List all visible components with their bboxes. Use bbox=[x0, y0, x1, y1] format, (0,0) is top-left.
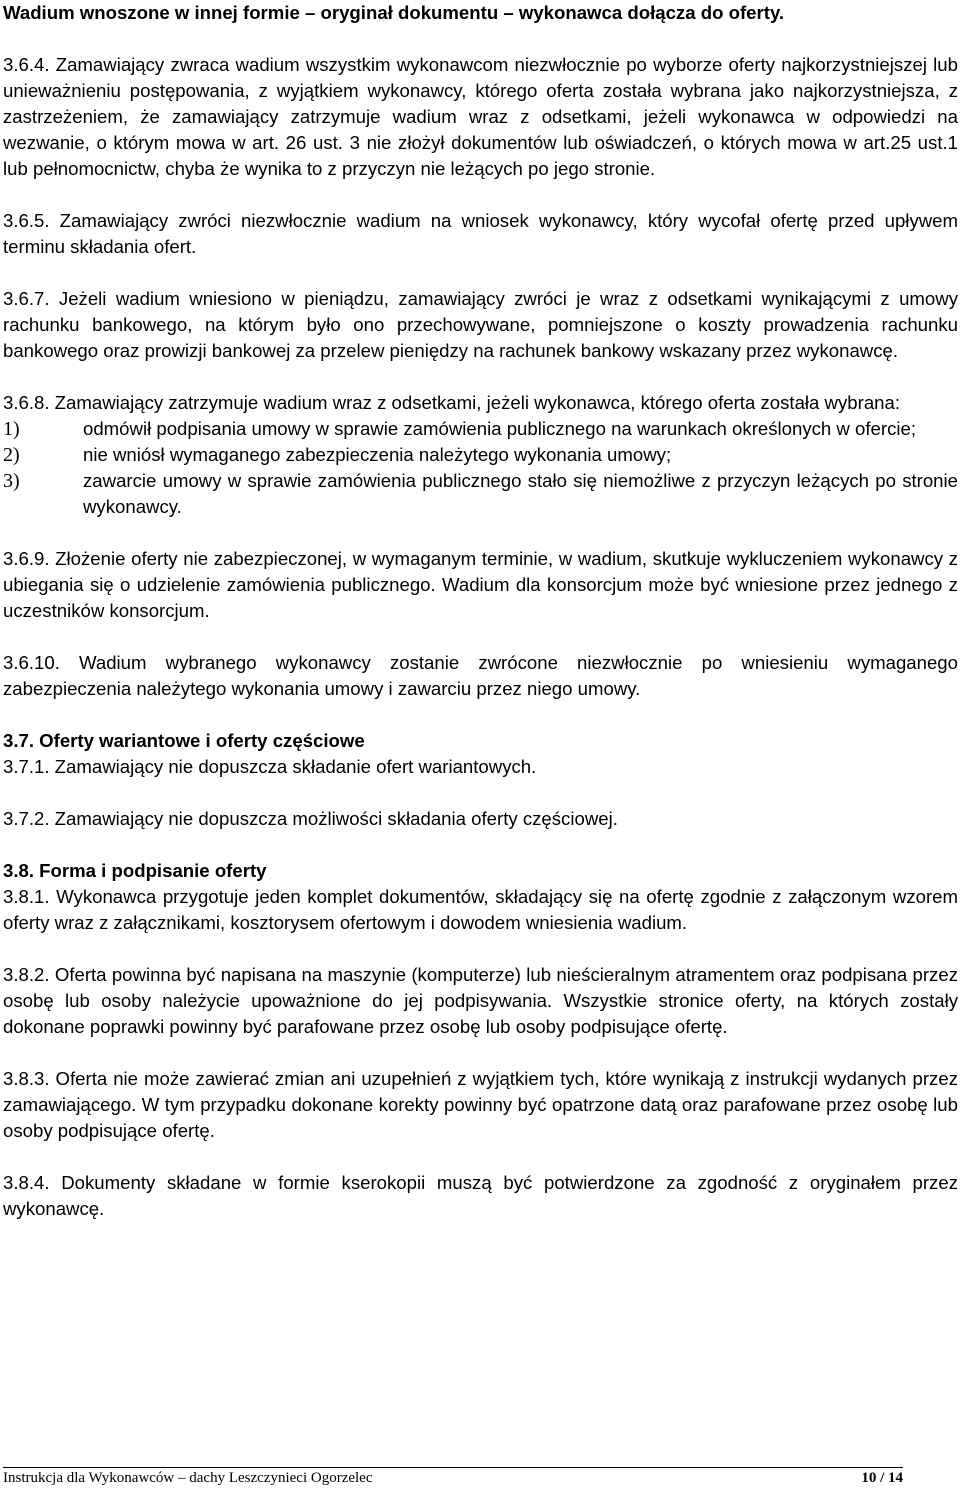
list-item-number: 3) bbox=[3, 470, 20, 492]
list-item-number: 2) bbox=[3, 444, 20, 466]
paragraph-3-6-4: 3.6.4. Zamawiający zwraca wadium wszystkim wykonawcom niezwłocznie po wyborze oferty najkorzystniejszej lub unieważnieniu postępowania, z wyjątkiem wykonawcy, którego oferta została wybrana jako najkorzystniejsza, z zastrzeżeniem, że zamawiający zatrzymuje wadium wraz z odsetkami, jeżeli wykonawca w odpowiedzi na wezwanie, o którym mowa w art. 26 ust. 3 nie złożył dokumentów lub oświadczeń, o których mowa w art.25 ust.1 lub pełnomocnictw, chyba że wynika to z przyczyn nie leżących po jego stronie. bbox=[3, 54, 958, 179]
page-number: 10 / 14 bbox=[861, 1470, 903, 1486]
footer-title: Instrukcja dla Wykonawców – dachy Leszczynieci Ogorzelec bbox=[3, 1470, 373, 1486]
list-item-text: odmówił podpisania umowy w sprawie zamówienia publicznego na warunkach określonych w ofercie; bbox=[83, 418, 917, 439]
list-item-number: 1) bbox=[3, 418, 20, 440]
list-item bbox=[3, 468, 958, 520]
document-page bbox=[3, 0, 958, 1222]
paragraph-3-6-9: 3.6.9. Złożenie oferty nie zabezpieczonej, w wymaganym terminie, w wadium, skutkuje wykluczeniem wykonawcy z ubiegania się o udzielenie zamówienia publicznego. Wadium dla konsorcjum może być wniesione przez jednego z uczestników konsorcjum. bbox=[3, 548, 958, 621]
paragraph-3-8-1: 3.8.1. Wykonawca przygotuje jeden komplet dokumentów, składający się na ofertę zgodnie z załączonym wzorem oferty wraz z załącznikami, kosztorysem ofertowym i dowodem wniesienia wadium. bbox=[3, 886, 958, 933]
paragraph-3-8-4: 3.8.4. Dokumenty składane w formie kserokopii muszą być potwierdzone za zgodność z oryginałem przez wykonawcę. bbox=[3, 1172, 958, 1219]
paragraph-3-7-2: 3.7.2. Zamawiający nie dopuszcza możliwości składania oferty częściowej. bbox=[3, 808, 618, 829]
top-line: Wadium wnoszone w innej formie – oryginał dokumentu – wykonawca dołącza do oferty. bbox=[3, 2, 785, 23]
paragraph-3-8-3: 3.8.3. Oferta nie może zawierać zmian ani uzupełnień z wyjątkiem tych, które wynikają z instrukcji wydanych przez zamawiającego. W tym przypadku dokonane korekty powinny być opatrzone datą oraz parafowane przez osobę lub osoby podpisujące ofertę. bbox=[3, 1068, 958, 1141]
paragraph-3-7-1: 3.7.1. Zamawiający nie dopuszcza składanie ofert wariantowych. bbox=[3, 756, 537, 777]
list-item bbox=[3, 416, 958, 442]
paragraph-3-8-2: 3.8.2. Oferta powinna być napisana na maszynie (komputerze) lub nieścieralnym atramentem oraz podpisana przez osobę lub osoby należycie upoważnione do jej podpisywania. Wszystkie stronice oferty, na których zostały dokonane poprawki powinny być parafowane przez osobę lub osoby podpisujące ofertę. bbox=[3, 964, 958, 1037]
section-heading-3-7: 3.7. Oferty wariantowe i oferty częściowe bbox=[3, 730, 365, 751]
paragraph-3-6-7: 3.6.7. Jeżeli wadium wniesiono w pieniądzu, zamawiający zwróci je wraz z odsetkami wynikającymi z umowy rachunku bankowego, na którym było ono przechowywane, pomniejszone o koszty prowadzenia rachunku bankowego oraz prowizji bankowej za przelew pieniędzy na rachunek bankowy wskazany przez wykonawcę. bbox=[3, 288, 958, 361]
list-item bbox=[3, 442, 958, 468]
paragraph-3-6-10: 3.6.10. Wadium wybranego wykonawcy zostanie zwrócone niezwłocznie po wniesieniu wymaganego zabezpieczenia należytego wykonania umowy i zawarciu przez niego umowy. bbox=[3, 652, 958, 699]
paragraph-3-6-8: 3.6.8. Zamawiający zatrzymuje wadium wraz z odsetkami, jeżeli wykonawca, którego oferta została wybrana: bbox=[3, 392, 901, 413]
paragraph-3-6-5: 3.6.5. Zamawiający zwróci niezwłocznie wadium na wniosek wykonawcy, który wycofał ofertę przed upływem terminu składania ofert. bbox=[3, 210, 958, 257]
paragraph-3-6-8-list bbox=[3, 416, 958, 520]
list-item-text: zawarcie umowy w sprawie zamówienia publicznego stało się niemożliwe z przyczyn leżących po stronie wykonawcy. bbox=[83, 470, 958, 517]
section-heading-3-8: 3.8. Forma i podpisanie oferty bbox=[3, 860, 267, 881]
list-item-text: nie wniósł wymaganego zabezpieczenia należytego wykonania umowy; bbox=[83, 444, 672, 465]
page-footer bbox=[3, 1467, 903, 1487]
